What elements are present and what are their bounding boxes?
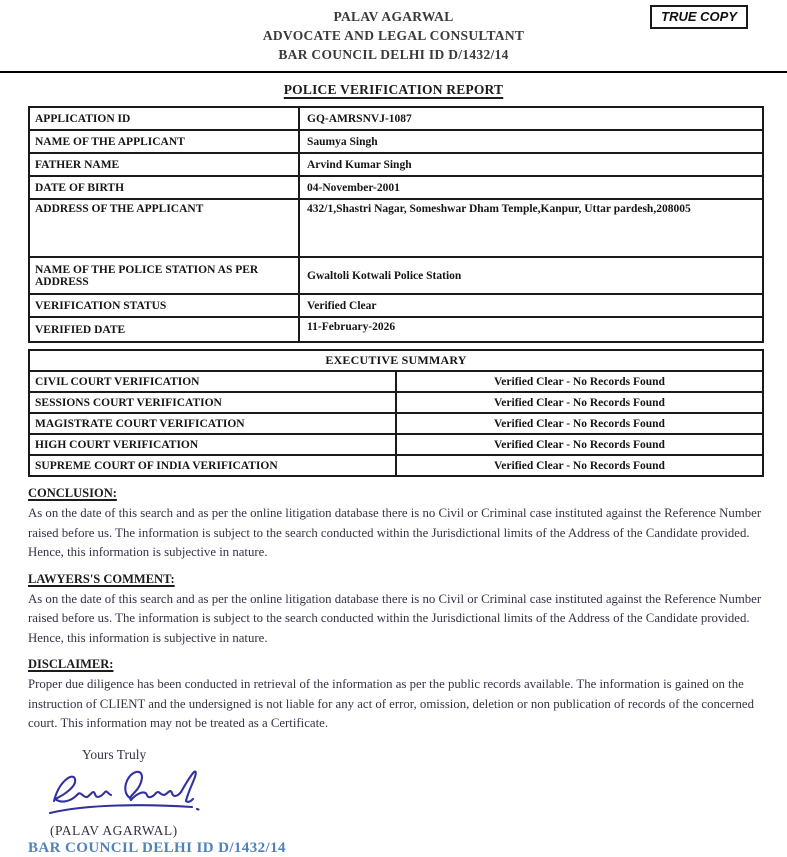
detail-value: GQ-AMRSNVJ-1087 [299,107,763,130]
lawyers-comment-heading: LAWYERS'S COMMENT: [28,571,175,586]
court-label: MAGISTRATE COURT VERIFICATION [29,413,396,434]
court-label: HIGH COURT VERIFICATION [29,434,396,455]
detail-label: APPLICATION ID [29,107,299,130]
table-row [29,257,763,294]
handwritten-signature [42,765,787,823]
detail-label: DATE OF BIRTH [29,176,299,199]
closing-text: Yours Truly [82,746,147,762]
detail-value: Arvind Kumar Singh [299,153,763,176]
detail-label: NAME OF THE POLICE STATION AS PER ADDRESS [29,257,299,294]
detail-value: 11-February-2026 [299,317,763,342]
court-result: Verified Clear - No Records Found [396,371,763,392]
table-row [29,350,763,371]
court-label: SESSIONS COURT VERIFICATION [29,392,396,413]
conclusion-section [28,486,764,563]
table-row [29,130,763,153]
table-row [29,392,763,413]
table-row [29,153,763,176]
table-row [29,294,763,317]
detail-value: 04-November-2001 [299,176,763,199]
detail-value: 432/1,Shastri Nagar, Someshwar Dham Temple,Kanpur, Uttar pardesh,208005 [299,199,763,257]
detail-label: NAME OF THE APPLICANT [29,130,299,153]
signature-ink [50,771,199,812]
lawyers-comment-body: As on the date of this search and as per the online litigation database there is no Civil or Criminal case instituted against the Reference Number raised before us. The information is subject to the search conducted within the Jurisdictional limits of the Address of the Candidate provided. Hence, this information is subjective in nature. [28,591,762,645]
court-result: Verified Clear - No Records Found [396,392,763,413]
applicant-details-table [28,106,764,343]
detail-value: Saumya Singh [299,130,763,153]
detail-label: VERIFIED DATE [29,317,299,342]
conclusion-heading: CONCLUSION: [28,486,117,500]
detail-value: Gwaltoli Kotwali Police Station [299,257,763,294]
court-result: Verified Clear - No Records Found [396,434,763,455]
table-row [29,199,763,257]
signed-name: (PALAV AGARWAL) [50,822,178,838]
table-row [29,317,763,342]
court-result: Verified Clear - No Records Found [396,413,763,434]
table-row [29,176,763,199]
table-row [29,371,763,392]
advocate-name: PALAV AGARWAL [333,9,454,24]
court-result: Verified Clear - No Records Found [396,455,763,476]
detail-label: FATHER NAME [29,153,299,176]
page-title: POLICE VERIFICATION REPORT [283,82,504,97]
table-row [29,413,763,434]
detail-label: ADDRESS OF THE APPLICANT [29,199,299,257]
bar-id-footer: BAR COUNCIL DELHI ID D/1432/14 [28,839,286,856]
advocate-designation: ADVOCATE AND LEGAL CONSULTANT [262,28,525,43]
table-row [29,434,763,455]
court-label: SUPREME COURT OF INDIA VERIFICATION [29,455,396,476]
lawyers-comment-section [28,572,764,649]
bar-council-id-header: BAR COUNCIL DELHI ID D/1432/14 [278,47,509,62]
table-row [29,455,763,476]
detail-value: Verified Clear [299,294,763,317]
table-row [29,107,763,130]
executive-summary-table [28,349,764,477]
true-copy-stamp: TRUE COPY [650,5,748,29]
conclusion-body: As on the date of this search and as per the online litigation database there is no Civil or Criminal case instituted against the Reference Number raised before us. The information is subject to the search conducted within the Jurisdictional limits of the Address of the Candidate provided. Hence, this information is subjective in nature. [28,506,762,559]
header-divider [0,71,787,73]
disclaimer-body: Proper due diligence has been conducted in retrieval of the information as per the public records available. The information is gained on the instruction of CLIENT and the undersigned is not liable for any act of error, omission, deletion or non publication of records of the concerned court. This information may not be treated as a Certificate. [28,677,754,730]
disclaimer-section [28,657,764,734]
executive-summary-title: EXECUTIVE SUMMARY [29,350,763,371]
disclaimer-heading: DISCLAIMER: [28,657,114,671]
detail-label: VERIFICATION STATUS [29,294,299,317]
court-label: CIVIL COURT VERIFICATION [29,371,396,392]
signature-svg [42,765,227,823]
